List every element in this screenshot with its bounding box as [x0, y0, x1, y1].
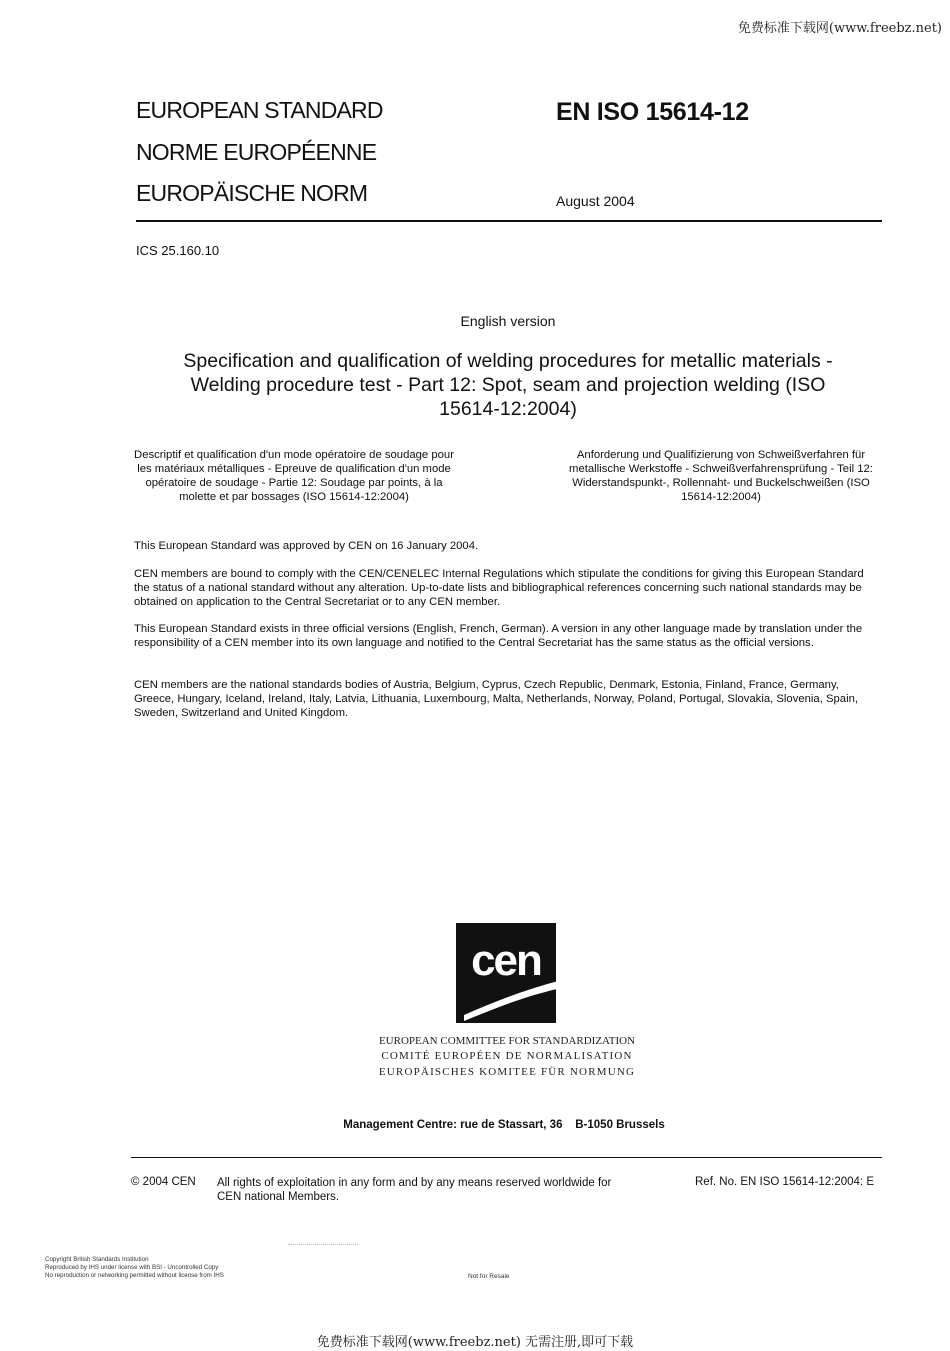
- standard-name-de: EUROPÄISCHE NORM: [136, 180, 368, 206]
- copyright: © 2004 CEN: [131, 1176, 196, 1188]
- cen-logo: [456, 923, 556, 1023]
- compliance-paragraph: CEN members are bound to comply with the CEN/CENELEC Internal Regulations which stipulate the conditions for giving this European Standard the status of a national standard without any alteration. Up-to-date lists and bibliographical references concerning such national standards may be obtained on application to the Central Secretariat or to any CEN member.: [134, 568, 864, 608]
- watermark-bottom: 免费标准下载网(www.freebz.net) 无需注册,即可下载: [316, 1335, 634, 1350]
- header-divider: [136, 220, 882, 222]
- members-paragraph: CEN members are the national standards bodies of Austria, Belgium, Cyprus, Czech Republic, Denmark, Estonia, Finland, France, Germany, Greece, Hungary, Iceland, Ireland, Italy, Latvia, Lithuania, Luxembourg, Malta, Netherlands, Norway, Poland, Portugal, Slovakia, Slovenia, Spain, Sweden, Switzerland and United Kingdom.: [134, 679, 859, 719]
- language-version: English version: [460, 313, 556, 329]
- not-for-resale: Not for Resale: [468, 1273, 510, 1280]
- french-title: Descriptif et qualification d'un mode opératoire de soudage pour les matériaux métalliques - Epreuve de qualification d'un mode opératoire de soudage - Partie 12: Soudage par points, à la molette et par bossages (ISO 15614-12:2004): [134, 449, 454, 503]
- logo-text: cen: [471, 936, 541, 985]
- rights-statement: All rights of exploitation in any form and by any means reserved worldwide for CEN national Members.: [217, 1177, 612, 1203]
- committee-name-fr: COMITÉ EUROPÉEN DE NORMALISATION: [381, 1050, 633, 1062]
- german-title: Anforderung und Qualifizierung von Schweißverfahren für metallische Werkstoffe - Schweißverfahrensprüfung - Teil 12: Widerstandspunkt-, Rollennaht- und Buckelschweißen (ISO 15614-12:2004): [569, 449, 873, 503]
- license-line-1: Copyright British Standards Institution: [45, 1256, 149, 1263]
- license-line-3: No reproduction or networking permitted without license from IHS: [45, 1272, 224, 1279]
- watermark-top: 免费标准下载网(www.freebz.net): [737, 21, 942, 36]
- license-fineprint: [45, 1256, 224, 1280]
- publication-date: August 2004: [556, 193, 635, 209]
- standard-name-en: EUROPEAN STANDARD: [136, 97, 383, 123]
- versions-paragraph: This European Standard exists in three official versions (English, French, German). A version in any other language made by translation under the responsibility of a CEN member into its own language and notified to the Central Secretariat has the same status as the official versions.: [134, 623, 863, 649]
- approval-paragraph: This European Standard was approved by CEN on 16 January 2004.: [134, 540, 479, 552]
- scan-artifact: [288, 1244, 358, 1245]
- footer-divider: [131, 1157, 882, 1158]
- standard-number: EN ISO 15614-12: [556, 98, 749, 126]
- committee-name-de: EUROPÄISCHES KOMITEE FÜR NORMUNG: [378, 1066, 636, 1078]
- management-centre: Management Centre: rue de Stassart, 36 B-1050 Brussels: [343, 1119, 665, 1131]
- reference-number: Ref. No. EN ISO 15614-12:2004: E: [695, 1176, 874, 1188]
- standard-name-fr: NORME EUROPÉENNE: [136, 139, 377, 165]
- committee-name-en: EUROPEAN COMMITTEE FOR STANDARDIZATION: [378, 1035, 636, 1047]
- ics-code: ICS 25.160.10: [136, 243, 220, 258]
- document-title: Specification and qualification of welding procedures for metallic materials - Welding procedure test - Part 12: Spot, seam and projection welding (ISO 15614-12:2004): [183, 350, 833, 420]
- license-line-2: Reproduced by IHS under license with BSI - Uncontrolled Copy: [45, 1264, 219, 1271]
